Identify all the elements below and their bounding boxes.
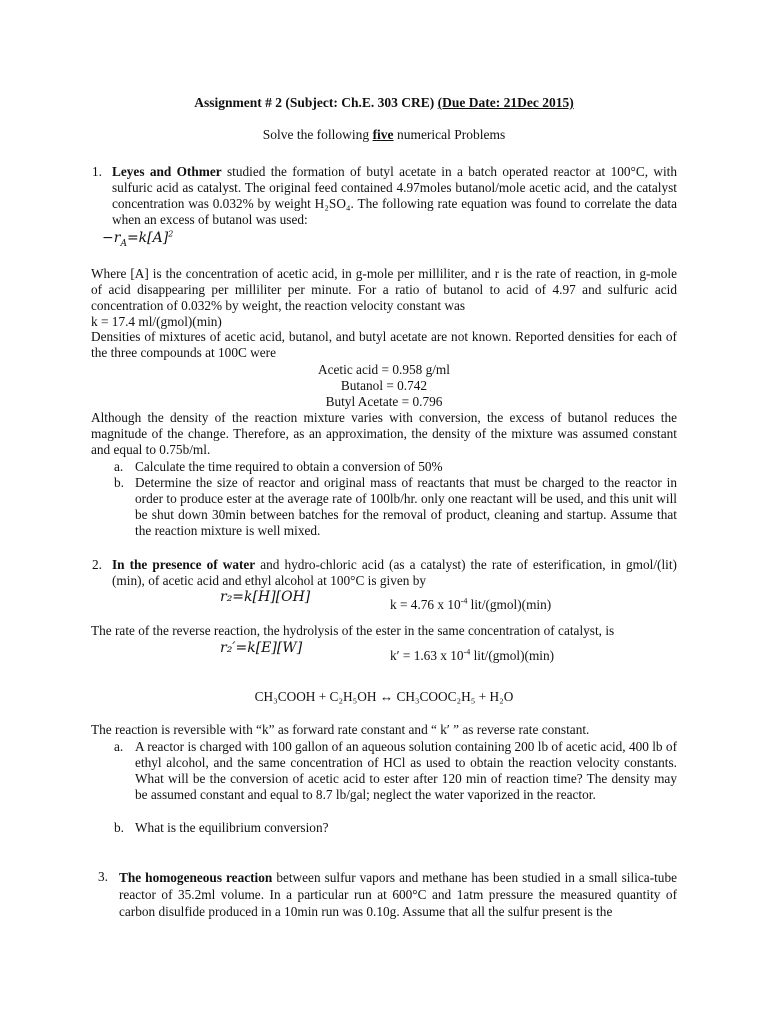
instruction-post: numerical Problems: [396, 127, 506, 142]
eq1-sub: A: [120, 238, 127, 249]
problem-1-para4: Although the density of the reaction mixture varies with conversion, the excess of butanol reduces the magnitude of the change. Therefore, as an approximation, the density of the mixture was assumed constant and equal to 0.75b/ml.: [91, 410, 677, 457]
reverse-rate-text: The rate of the reverse reaction, the hydrolysis of the ester in the same concentration of catalyst, is: [91, 623, 615, 638]
title-due-date: (Due Date: 21Dec 2015): [437, 95, 574, 110]
k1-exp: -4: [460, 596, 468, 606]
instruction-pre: Solve the following: [262, 127, 370, 142]
rate-equation-1: [102, 229, 174, 249]
title-main: Assignment # 2 (Subject: Ch.E. 303 CRE): [194, 95, 435, 110]
density-butanol: Butanol = 0.742: [340, 378, 428, 393]
problem-2-text: [112, 557, 677, 589]
reverse-rate-equation: r₂′=k[E][W]: [220, 640, 303, 656]
problem-2b-text: What is the equilibrium conversion?: [135, 820, 329, 835]
problem-1a-label: a.: [114, 459, 124, 474]
problem-1-number: 1.: [92, 164, 102, 179]
problem-3-number: 3.: [98, 869, 108, 884]
forward-rate-equation: r₂=k[H][OH]: [220, 589, 311, 605]
problem-2-body: and hydro-chloric acid (as a catalyst) the rate of esterification, in gmol/(lit)(min), of acetic acid and ethyl alcohol at 100°C is given by: [112, 557, 677, 588]
k2-pre: k′ = 1.63 x 10: [390, 648, 464, 663]
density-acetic-acid: Acetic acid = 0.958 g/ml: [318, 362, 450, 377]
k1-pre: k = 4.76 x 10: [390, 597, 461, 612]
problem-1a-text: Calculate the time required to obtain a conversion of 50%: [135, 459, 443, 474]
forward-rate-constant: [390, 597, 551, 613]
problem-3-text: [119, 869, 677, 920]
reaction-equation: CH₃COOH + C₂H₅OH ↔ CH₃COOC₂H₅ + H₂O: [254, 689, 514, 704]
eq1-sup: 2: [168, 229, 174, 239]
problem-1-text: [112, 164, 677, 228]
problem-2b-label: b.: [114, 820, 124, 835]
k2-post: lit/(gmol)(min): [470, 648, 555, 663]
reverse-rate-constant: [390, 648, 554, 664]
problem-1-k-value: k = 17.4 ml/(gmol)(min): [91, 314, 222, 329]
problem-2a-label: a.: [114, 739, 124, 754]
k1-post: lit/(gmol)(min): [467, 597, 552, 612]
instruction-emphasis: five: [372, 127, 394, 142]
problem-1b-label: b.: [114, 475, 124, 490]
reversible-text: The reaction is reversible with “k” as forward rate constant and “ k′ ” as reverse rate constant.: [91, 722, 590, 737]
k2-exp: -4: [463, 647, 471, 657]
problem-3-body: between sulfur vapors and methane has been studied in a small silica-tube reactor of 35.2ml volume. In a particular run at 600°C and 1atm pressure the measured quantity of carbon disulfide produced in a 10min run was 0.10g. Assume that all the sulfur present is the: [119, 870, 678, 919]
problem-3-lead: The homogeneous reaction: [119, 870, 273, 885]
eq1-left: −r: [102, 230, 121, 246]
assignment-title: [0, 95, 768, 111]
problem-2-lead: In the presence of water: [112, 557, 256, 572]
problem-1-para3: Densities of mixtures of acetic acid, butanol, and butyl acetate are not known. Reported densities for each of the three compounds at 100C were: [91, 329, 677, 360]
eq1-right: =k[A]: [126, 230, 169, 246]
problem-1-lead: Leyes and Othmer: [112, 164, 222, 179]
problem-2-number: 2.: [92, 557, 102, 572]
problem-1-body: studied the formation of butyl acetate in a batch operated reactor at 100°C, with sulfuric acid as catalyst. The original feed contained 4.97moles butanol/mole acetic acid, and the catalyst concentration was 0.032% by weight H₂SO₄. The following rate equation was found to correlate the data when an excess of butanol was used:: [112, 164, 677, 227]
density-butyl-acetate: Butyl Acetate = 0.796: [325, 394, 443, 409]
problem-1b-text: Determine the size of reactor and original mass of reactants that must be charged to the reactor in order to produce ester at the average rate of 100lb/hr. only one reactant will be used, and this unit will be shut down 30min between batches for the removal of product, cleaning and startup. Assume that the reaction mixture is well mixed.: [135, 475, 677, 538]
problem-2a-text: A reactor is charged with 100 gallon of an aqueous solution containing 200 lb of acetic acid, 400 lb of ethyl alcohol, and the same concentration of HCl as used to obtain the reaction velocity constants. What will be the conversion of acetic acid to ester after 120 min of reaction time? The density may be assumed constant and equal to 8.7 lb/gal; neglect the water vaporized in the reactor.: [135, 739, 677, 802]
problem-1-para2: Where [A] is the concentration of acetic acid, in g-mole per milliliter, and r is the rate of reaction, in g-mole of acid disappearing per milliliter per minute. For a ratio of butanol to acid of 4.97 and sulfuric acid concentration of 0.032% by weight, the reaction velocity constant was: [91, 266, 677, 313]
instruction-line: [0, 127, 768, 143]
